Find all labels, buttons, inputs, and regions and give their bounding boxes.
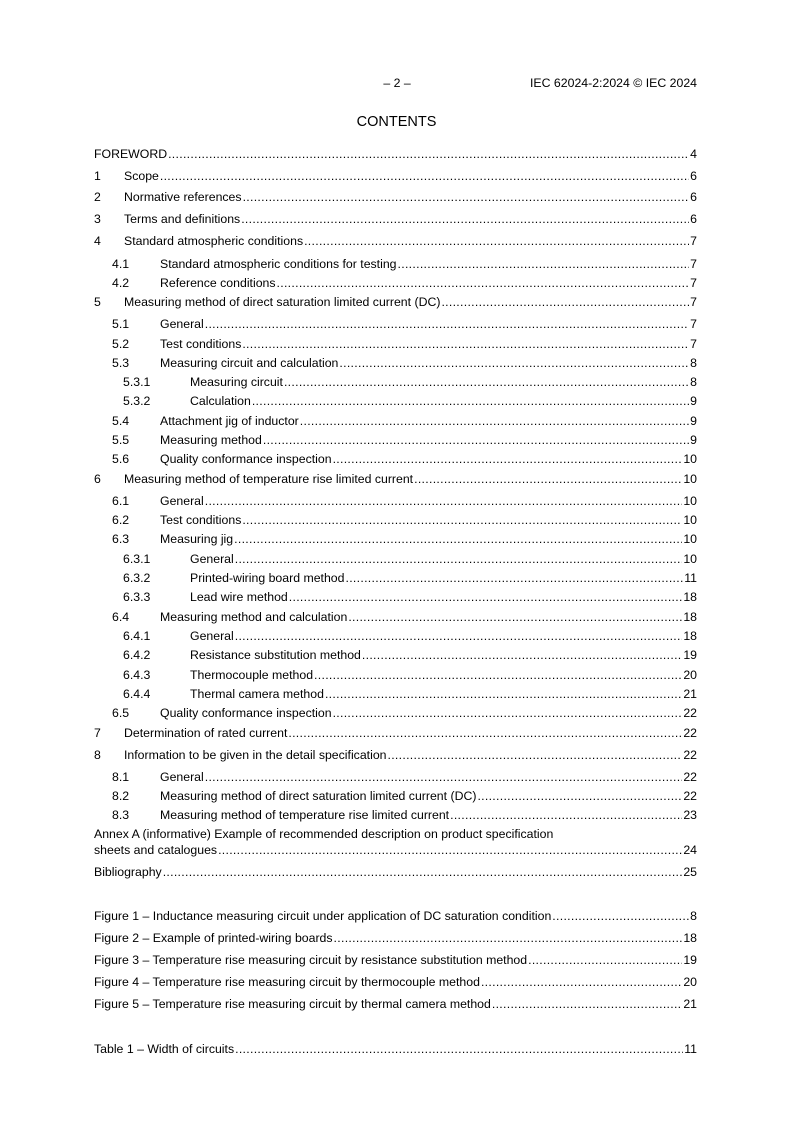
figure-entry-4[interactable] [94, 974, 697, 990]
toc-page-number: 21 [683, 687, 697, 701]
leader-dots [314, 667, 682, 683]
toc-entry-2[interactable] [94, 189, 697, 205]
toc-entry-text: Bibliography [94, 865, 162, 879]
toc-entry-number: 7 [94, 726, 101, 740]
toc-entry-number: 6.3.2 [123, 571, 151, 585]
toc-entry-text: Thermocouple method [190, 668, 314, 682]
leader-dots [398, 256, 690, 272]
toc-page-number: 7 [690, 295, 697, 309]
leader-dots [205, 316, 689, 332]
toc-page-number: 7 [690, 276, 697, 290]
toc-entry-4-1[interactable] [94, 256, 697, 272]
toc-entry-text: Standard atmospheric conditions [124, 234, 304, 248]
toc-entry-text: Test conditions [160, 513, 242, 527]
toc-entry-text: Figure 2 – Example of printed-wiring boards [94, 931, 333, 945]
toc-page-number: 18 [683, 610, 697, 624]
toc-entry-7[interactable] [94, 725, 697, 741]
toc-entry-text: Figure 1 – Inductance measuring circuit under application of DC saturation condition [94, 909, 552, 923]
toc-entry-number: 6.3.3 [123, 590, 151, 604]
toc-entry-6-5[interactable] [94, 705, 697, 721]
leader-dots [284, 374, 689, 390]
toc-entry-text: Quality conformance inspection [160, 706, 332, 720]
toc-entry-6-3-2[interactable] [94, 570, 697, 586]
toc-entry-8-2[interactable] [94, 788, 697, 804]
toc-entry-5-6[interactable] [94, 451, 697, 467]
toc-entry-text: Figure 5 – Temperature rise measuring circuit by thermal camera method [94, 997, 491, 1011]
toc-entry-5-3-1[interactable] [94, 374, 697, 390]
toc-entry-number: 4 [94, 234, 101, 248]
leader-dots [388, 747, 683, 763]
toc-page-number: 9 [690, 414, 697, 428]
toc-entry-number: 5.2 [112, 337, 130, 351]
leader-dots [252, 393, 689, 409]
leader-dots [235, 1041, 683, 1057]
toc-entry-number: 6.4.2 [123, 648, 151, 662]
toc-page-number: 10 [683, 472, 697, 486]
leader-dots [304, 233, 689, 249]
toc-entry-3[interactable] [94, 211, 697, 227]
toc-entry-number: 8.3 [112, 808, 130, 822]
toc-page-number: 24 [683, 843, 697, 857]
leader-dots [205, 493, 683, 509]
toc-entry-8-3[interactable] [94, 807, 697, 823]
toc-page-number: 19 [683, 953, 697, 967]
toc-entry-text: Test conditions [160, 337, 242, 351]
toc-entry-number: 3 [94, 212, 101, 226]
toc-entry-text: Normative references [124, 190, 242, 204]
leader-dots [241, 211, 689, 227]
toc-entry-6-4-3[interactable] [94, 667, 697, 683]
leader-dots [243, 189, 690, 205]
leader-dots [160, 168, 689, 184]
toc-entry-6-3[interactable] [94, 531, 697, 547]
toc-page-number: 7 [690, 257, 697, 271]
toc-entry-text: Measuring jig [160, 532, 234, 546]
leader-dots [450, 807, 682, 823]
toc-entry-bibliography[interactable] [94, 864, 697, 880]
toc-page-number: 8 [690, 909, 697, 923]
annex-title-line1: Annex A (informative) Example of recommended description on product specification [94, 827, 554, 841]
toc-entry-number: 8.1 [112, 770, 130, 784]
leader-dots [235, 551, 683, 567]
toc-entry-text: Measuring circuit and calculation [160, 356, 339, 370]
toc-entry-text: Measuring method of temperature rise limited current [160, 808, 450, 822]
page-number: – 2 – [383, 76, 411, 90]
toc-page-number: 8 [690, 356, 697, 370]
toc-entry-5[interactable] [94, 294, 697, 310]
toc-entry-text: General [190, 552, 234, 566]
toc-entry-number: 6.3.1 [123, 552, 151, 566]
toc-page-number: 10 [683, 494, 697, 508]
toc-entry-6-4[interactable] [94, 609, 697, 625]
toc-page-number: 7 [690, 337, 697, 351]
leader-dots [414, 471, 682, 487]
leader-dots [218, 842, 682, 858]
toc-entry-text: Measuring method [160, 433, 262, 447]
toc-entry-number: 2 [94, 190, 101, 204]
toc-entry-4[interactable] [94, 233, 697, 249]
toc-entry-number: 6.4 [112, 610, 130, 624]
toc-entry-5-2[interactable] [94, 336, 697, 352]
leader-dots [477, 788, 682, 804]
leader-dots [339, 355, 689, 371]
toc-entry-text: Reference conditions [160, 276, 276, 290]
toc-page-number: 4 [690, 147, 697, 161]
toc-entry-6-4-4[interactable] [94, 686, 697, 702]
toc-entry-number: 5.3.2 [123, 394, 151, 408]
toc-entry-text: Thermal camera method [190, 687, 324, 701]
toc-entry-number: 6.4.3 [123, 668, 151, 682]
toc-page-number: 7 [690, 234, 697, 248]
toc-page-number: 10 [683, 452, 697, 466]
toc-entry-6-4-1[interactable] [94, 628, 697, 644]
toc-entry-5-3[interactable] [94, 355, 697, 371]
leader-dots [552, 908, 689, 924]
toc-entry-number: 5.1 [112, 317, 130, 331]
leader-dots [300, 413, 689, 429]
toc-page-number: 21 [683, 997, 697, 1011]
toc-entry-number: 5.3.1 [123, 375, 151, 389]
leader-dots [325, 686, 682, 702]
toc-entry-text: Table 1 – Width of circuits [94, 1042, 235, 1056]
leader-dots [492, 996, 682, 1012]
leader-dots [263, 432, 689, 448]
toc-entry-number: 1 [94, 169, 101, 183]
toc-entry-6-1[interactable] [94, 493, 697, 509]
leader-dots [242, 512, 682, 528]
toc-entry-text: Attachment jig of inductor [160, 414, 299, 428]
leader-dots [168, 146, 689, 162]
toc-entry-text: General [160, 770, 204, 784]
toc-entry-text: General [160, 494, 204, 508]
toc-entry-number: 6.4.1 [123, 629, 151, 643]
leader-dots [289, 589, 683, 605]
toc-entry-number: 4.2 [112, 276, 130, 290]
toc-page-number: 19 [683, 648, 697, 662]
table-entry-1[interactable] [94, 1041, 697, 1057]
toc-entry-number: 4.1 [112, 257, 130, 271]
toc-entry-number: 8.2 [112, 789, 130, 803]
toc-entry-text: Terms and definitions [124, 212, 241, 226]
toc-entry-number: 5.3 [112, 356, 130, 370]
toc-page-number: 6 [690, 169, 697, 183]
figure-entry-5[interactable] [94, 996, 697, 1012]
leader-dots [334, 930, 683, 946]
document-id: IEC 62024-2:2024 © IEC 2024 [530, 76, 697, 90]
leader-dots [288, 725, 682, 741]
toc-page-number: 18 [683, 931, 697, 945]
toc-entry-8-1[interactable] [94, 769, 697, 785]
toc-entry-text: Measuring method of temperature rise limited current [124, 472, 414, 486]
toc-page-number: 10 [683, 532, 697, 546]
toc-entry-text: Calculation [190, 394, 251, 408]
toc-entry-text: General [190, 629, 234, 643]
annex-title-line2: sheets and catalogues [94, 843, 218, 857]
leader-dots [348, 609, 682, 625]
toc-page-number: 9 [690, 433, 697, 447]
leader-dots [235, 628, 683, 644]
toc-entry-8[interactable] [94, 747, 697, 763]
toc-entry-text: Measuring method and calculation [160, 610, 348, 624]
toc-entry-foreword[interactable] [94, 146, 697, 162]
toc-entry-1[interactable] [94, 168, 697, 184]
toc-entry-text: Figure 3 – Temperature rise measuring circuit by resistance substitution method [94, 953, 528, 967]
leader-dots [481, 974, 682, 990]
toc-page-number: 22 [683, 770, 697, 784]
toc-page-number: 8 [690, 375, 697, 389]
toc-page-number: 10 [683, 552, 697, 566]
toc-page-number: 7 [690, 317, 697, 331]
toc-entry-text: Scope [124, 169, 159, 183]
toc-page-number: 6 [690, 212, 697, 226]
toc-entry-number: 6.3 [112, 532, 130, 546]
toc-page-number: 23 [683, 808, 697, 822]
toc-entry-text: Resistance substitution method [190, 648, 361, 662]
figure-entry-3[interactable] [94, 952, 697, 968]
toc-entry-6-3-1[interactable] [94, 551, 697, 567]
toc-entry-text: Measuring method of direct saturation limited current (DC) [124, 295, 441, 309]
toc-page-number: 10 [683, 513, 697, 527]
toc-entry-text: Information to be given in the detail specification [124, 748, 387, 762]
toc-entry-number: 5.6 [112, 452, 130, 466]
leader-dots [234, 531, 682, 547]
toc-page-number: 20 [683, 975, 697, 989]
toc-page-number: 25 [683, 865, 697, 879]
toc-entry-text: FOREWORD [94, 147, 168, 161]
leader-dots [362, 647, 682, 663]
toc-entry-number: 6.2 [112, 513, 130, 527]
toc-entry-5-5[interactable] [94, 432, 697, 448]
toc-entry-text: Determination of rated current [124, 726, 288, 740]
toc-entry-6[interactable] [94, 471, 697, 487]
toc-entry-number: 6.4.4 [123, 687, 151, 701]
toc-page-number: 6 [690, 190, 697, 204]
toc-entry-5-3-2[interactable] [94, 393, 697, 409]
toc-entry-number: 5.5 [112, 433, 130, 447]
leader-dots [163, 864, 683, 880]
toc-page-number: 22 [683, 789, 697, 803]
toc-entry-text: Measuring method of direct saturation limited current (DC) [160, 789, 477, 803]
toc-entry-text: Lead wire method [190, 590, 288, 604]
toc-entry-annex-a[interactable] [94, 826, 697, 858]
toc-page-number: 20 [683, 668, 697, 682]
toc-entry-text: Figure 4 – Temperature rise measuring circuit by thermocouple method [94, 975, 480, 989]
toc-page-number: 11 [684, 571, 697, 585]
toc-page-number: 22 [683, 748, 697, 762]
leader-dots [205, 769, 683, 785]
toc-entry-number: 5 [94, 295, 101, 309]
toc-entry-text: Measuring circuit [190, 375, 283, 389]
toc-entry-number: 6.5 [112, 706, 130, 720]
leader-dots [345, 570, 683, 586]
leader-dots [333, 705, 683, 721]
toc-entry-text: Printed-wiring board method [190, 571, 345, 585]
leader-dots [333, 451, 683, 467]
toc-entry-number: 8 [94, 748, 101, 762]
toc-page-number: 9 [690, 394, 697, 408]
toc-entry-6-2[interactable] [94, 512, 697, 528]
figure-entry-1[interactable] [94, 908, 697, 924]
leader-dots [528, 952, 682, 968]
toc-page-number: 18 [683, 590, 697, 604]
toc-entry-text: Standard atmospheric conditions for testing [160, 257, 397, 271]
contents-title: CONTENTS [356, 114, 437, 130]
toc-entry-text: Quality conformance inspection [160, 452, 332, 466]
toc-entry-number: 5.4 [112, 414, 130, 428]
toc-entry-6-4-2[interactable] [94, 647, 697, 663]
toc-page-number: 22 [683, 706, 697, 720]
toc-entry-5-1[interactable] [94, 316, 697, 332]
figure-entry-2[interactable] [94, 930, 697, 946]
leader-dots [242, 336, 689, 352]
leader-dots [441, 294, 689, 310]
toc-entry-text: General [160, 317, 204, 331]
toc-entry-4-2[interactable] [94, 275, 697, 291]
toc-page-number: 11 [684, 1042, 697, 1056]
toc-entry-6-3-3[interactable] [94, 589, 697, 605]
toc-entry-number: 6 [94, 472, 101, 486]
toc-page-number: 22 [683, 726, 697, 740]
toc-entry-number: 6.1 [112, 494, 130, 508]
toc-entry-5-4[interactable] [94, 413, 697, 429]
toc-page-number: 18 [683, 629, 697, 643]
leader-dots [277, 275, 690, 291]
